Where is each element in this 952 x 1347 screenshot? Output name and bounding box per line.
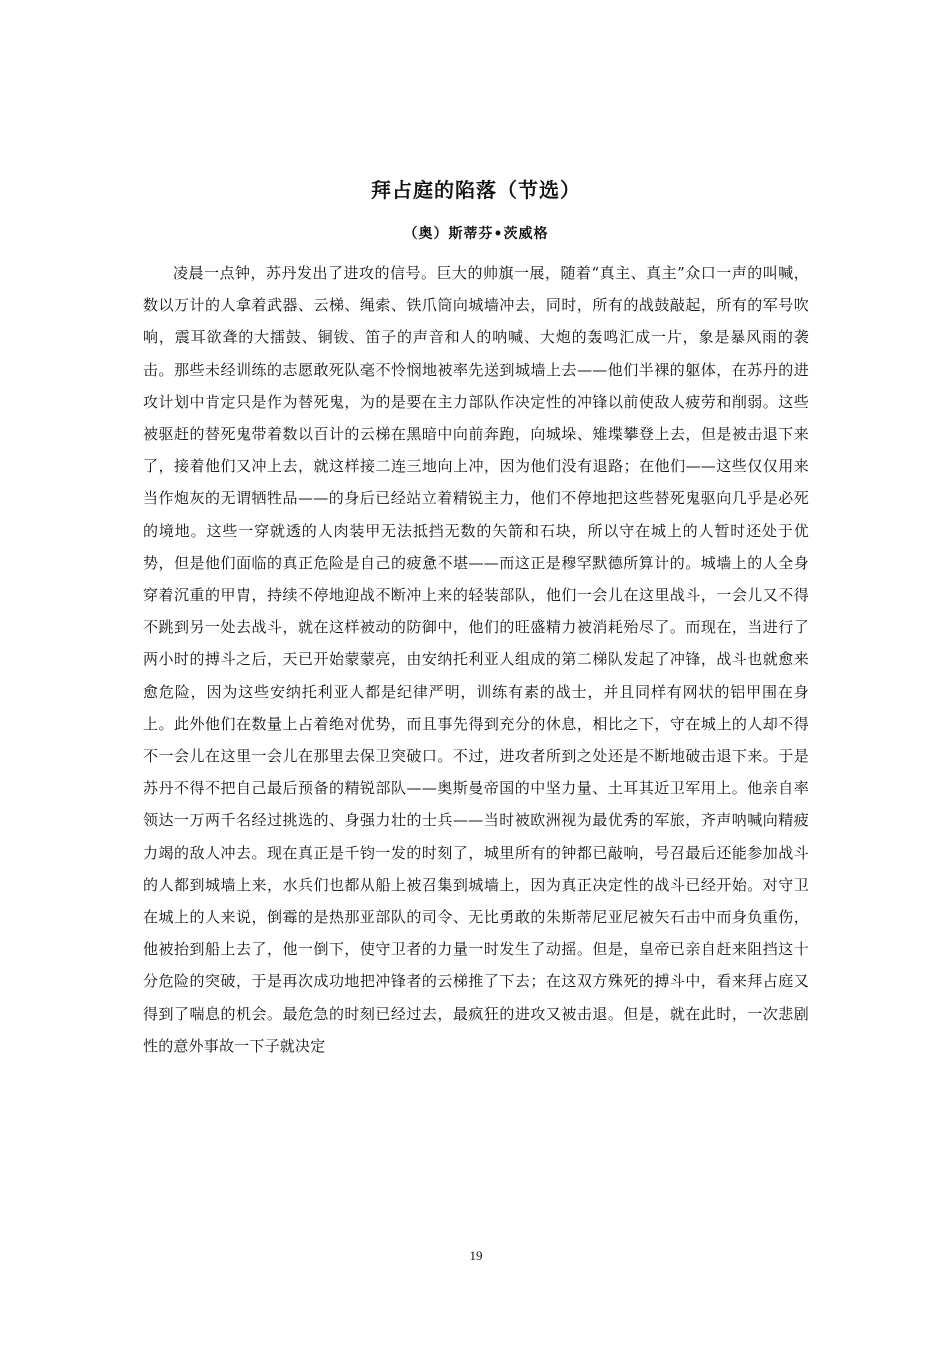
- document-author: （奥）斯蒂芬•茨威格: [403, 226, 549, 242]
- document-title: 拜占庭的陷落（节选）: [371, 178, 581, 202]
- body-paragraph: 凌晨一点钟，苏丹发出了进攻的信号。巨大的帅旗一展，随着“真主、真主”众口一声的叫喊，数以万计的人拿着武器、云梯、绳索、铁爪筒向城墙冲去，同时，所有的战鼓敲起，所有的军号吹响，震耳欲聋的大擂鼓、铜钹、笛子的声音和人的呐喊、大炮的轰鸣汇成一片，象是暴风雨的袭击。那些未经训练的志愿敢死队毫不怜悯地被率先送到城墙上去——他们半裸的躯体，在苏丹的进攻计划中肯定只是作为替死鬼，为的是要在主力部队作决定性的冲锋以前使敌人疲劳和削弱。这些被驱赶的替死鬼带着数以百计的云梯在黑暗中向前奔跑，向城垛、雉堞攀登上去，但是被击退下来了，接着他们又冲上去，就这样接二连三地向上冲，因为他们没有退路；在他们——这些仅仅用来当作炮灰的无谓牺牲品——的身后已经站立着精锐主力，他们不停地把这些替死鬼驱向几乎是必死的境地。这些一穿就透的人肉装甲无法抵挡无数的矢箭和石块，所以守在城上的人暂时还处于优势，但是他们面临的真正危险是自己的疲惫不堪——而这正是穆罕默德所算计的。城墙上的人全身穿着沉重的甲胄，持续不停地迎战不断冲上来的轻装部队，他们一会儿在这里战斗，一会儿又不得不跳到另一处去战斗，就在这样被动的防御中，他们的旺盛精力被消耗殆尽了。而现在，当进行了两小时的搏斗之后，天已开始蒙蒙亮，由安纳托利亚人组成的第二梯队发起了冲锋，战斗也就愈来愈危险，因为这些安纳托利亚人都是纪律严明，训练有素的战士，并且同样有网状的铝甲围在身上。此外他们在数量上占着绝对优势，而且事先得到充分的休息，相比之下，守在城上的人却不得不一会儿在这里一会儿在那里去保卫突破口。不过，进攻者所到之处还是不断地破击退下来。于是苏丹不得不把自己最后预备的精锐部队——奥斯曼帝国的中坚力量、土耳其近卫军用上。他亲自率领达一万两千名经过挑选的、身强力壮的士兵——当时被欧洲视为最优秀的军旅，齐声呐喊向精疲力竭的敌人冲去。现在真正是千钧一发的时刻了，城里所有的钟都已敲响，号召最后还能参加战斗的人都到城墙上来，水兵们也都从船上被召集到城墙上，因为真正决定性的战斗已经开始。对守卫在城上的人来说，倒霉的是热那亚部队的司令、无比勇敢的朱斯蒂尼亚尼被矢石击中而身负重伤，他被抬到船上去了，他一倒下，使守卫者的力量一时发生了动摇。但是，皇帝已亲自赶来阻挡这十分危险的突破，于是再次成功地把冲锋者的云梯推了下去；在这双方殊死的搏斗中，看来拜占庭又得到了喘息的机会。最危急的时刻已经过去，最疯狂的进攻又被击退。但是，就在此时，一次悲剧性的意外事故一下子就决定: [143, 264, 809, 1055]
- page-number: 19: [469, 1248, 483, 1263]
